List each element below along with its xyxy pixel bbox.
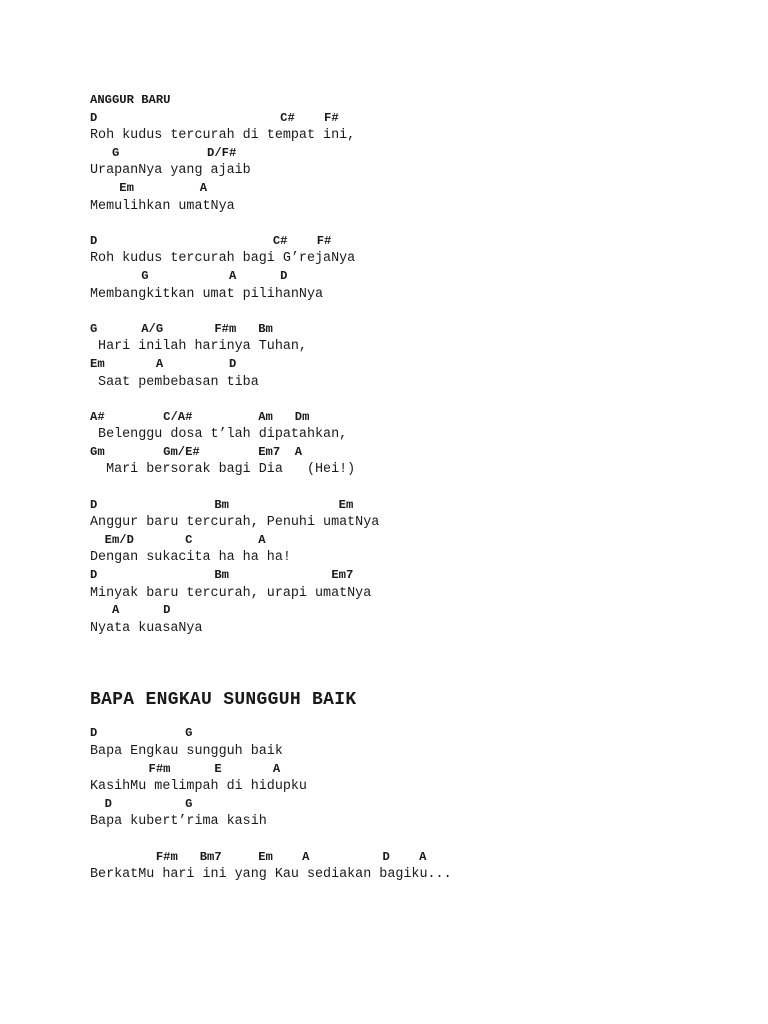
- lyric-line: Bapa Engkau sungguh baik: [90, 744, 283, 759]
- lyric-line: Saat pembebasan tiba: [90, 374, 259, 390]
- lyric-line: UrapanNya yang ajaib: [90, 163, 251, 179]
- chord-line: G D/F#: [90, 145, 237, 160]
- chord-line: Gm Gm/E# Em7 A: [90, 444, 303, 459]
- chord-line: G A D: [90, 268, 288, 283]
- chord-line: F#m Bm7 Em A D A: [90, 849, 427, 864]
- chord-line: Em A D: [90, 356, 237, 371]
- song-title-bapa-engkau-sungguh-baik: BAPA ENGKAU SUNGGUH BAIK: [90, 690, 357, 711]
- lyric-line: Roh kudus tercurah bagi G’rejaNya: [90, 251, 356, 267]
- chord-sheet-page: [90, 92, 730, 884]
- chord-line: D C# F#: [90, 233, 332, 248]
- chord-line: Em/D C A: [90, 532, 266, 547]
- lyric-line: Belenggu dosa t’lah dipatahkan,: [90, 427, 348, 443]
- chord-line: G A/G F#m Bm: [90, 321, 273, 336]
- lyric-line: KasihMu melimpah di hidupku: [90, 779, 307, 795]
- stanza-break: [90, 479, 730, 497]
- song1-body: [90, 110, 730, 638]
- chord-line: D C# F#: [90, 110, 339, 125]
- section-spacer: [90, 637, 730, 689]
- chord-line: D Bm Em: [90, 497, 354, 512]
- stanza-break: [90, 303, 730, 321]
- stanza-break: [90, 215, 730, 233]
- chord-line: D Bm Em7: [90, 568, 354, 583]
- chord-line: A# C/A# Am Dm: [90, 409, 310, 424]
- lyric-line: Nyata kuasaNya: [90, 620, 203, 636]
- chord-line: F#m E A: [90, 761, 281, 776]
- lyric-line: Membangkitkan umat pilihanNya: [90, 286, 324, 302]
- lyric-line: Roh kudus tercurah di tempat ini,: [90, 128, 356, 144]
- lyric-line: Memulihkan umatNya: [90, 198, 235, 214]
- lyric-line: Anggur baru tercurah, Penuhi umatNya: [90, 515, 380, 531]
- chord-line: A D: [90, 603, 171, 618]
- lyric-line: Mari bersorak bagi Dia (Hei!): [90, 462, 356, 478]
- lyric-line: Hari inilah harinya Tuhan,: [90, 339, 307, 355]
- chord-line: D G: [90, 796, 193, 811]
- stanza-break: [90, 391, 730, 409]
- song-title-anggur-baru: ANGGUR BARU: [90, 93, 171, 107]
- lyric-line: BerkatMu hari ini yang Kau sediakan bagiku...: [90, 867, 452, 883]
- chord-line: Em A: [90, 180, 208, 195]
- lyric-line: Bapa kubert’rima kasih: [90, 814, 267, 830]
- lyric-line: Minyak baru tercurah, urapi umatNya: [90, 585, 372, 601]
- song2-body: [90, 725, 730, 883]
- chord-line: D G: [90, 726, 193, 741]
- stanza-break: [90, 831, 730, 849]
- lyric-line: Dengan sukacita ha ha ha!: [90, 550, 291, 566]
